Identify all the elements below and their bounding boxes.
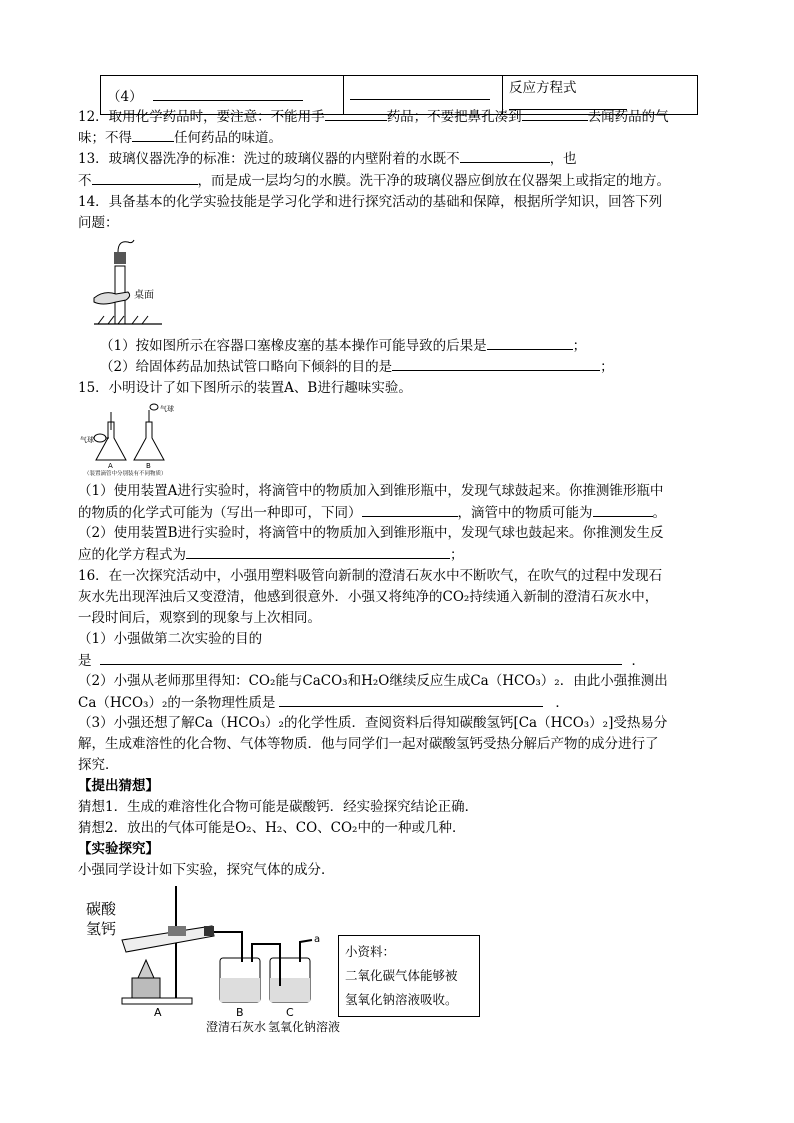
q12-text: 去闻药品的气 xyxy=(587,109,669,125)
hypothesis-1: 猜想1．生成的难溶性化合物可能是碳酸钙．经实验探究结论正确． xyxy=(78,799,479,815)
stand-base xyxy=(122,998,192,1004)
hand-top xyxy=(118,240,134,252)
experiment-heading: 【实验探究】 xyxy=(78,841,159,857)
caption-c: 氢氧化钠溶液 xyxy=(268,1020,341,1034)
info-line: 二氧化碳气体能够被 xyxy=(345,968,458,983)
balloon-label: 气球 xyxy=(160,405,174,413)
q13-text: ，而是成一层均匀的水膜。洗干净的玻璃仪器应倒放在仪器架上或指定的地方。 xyxy=(197,173,670,189)
label-a: A xyxy=(154,1006,162,1019)
label-a: A xyxy=(108,462,113,470)
q16-sub2-l2 xyxy=(78,693,569,713)
q12-text: 味；不得 xyxy=(78,130,132,146)
hypothesis-2: 猜想2．放出的气体可能是O₂、H₂、CO、CO₂中的一种或几种． xyxy=(78,820,466,836)
q14-text: （2）给固体药品加热试管口略向下倾斜的目的是 xyxy=(100,359,393,375)
q16-line1: 16．在一次探究活动中，小强用塑料吸管向新制的澄清石灰水中不断吹气，在吹气的过程中发现石 xyxy=(78,568,663,584)
q16-text: ． xyxy=(631,653,645,669)
q13-text: 13．玻璃仪器洗净的标准：洗过的玻璃仪器的内壁附着的水既不 xyxy=(78,151,460,167)
flask-b xyxy=(134,422,164,460)
q12-line1 xyxy=(78,107,669,127)
answer-blank[interactable] xyxy=(350,86,490,100)
clamp xyxy=(168,926,186,936)
answer-blank[interactable] xyxy=(132,128,174,142)
hatch xyxy=(132,316,138,324)
bottle-b-liquid xyxy=(220,978,260,1002)
table-cell-text: 反应方程式 xyxy=(509,80,577,96)
answer-blank[interactable] xyxy=(487,336,573,350)
apparatus-figure xyxy=(82,882,332,1020)
answer-blank[interactable] xyxy=(279,693,543,707)
q14-text: （1）按如图所示在容器口塞橡皮塞的基本操作可能导致的后果是 xyxy=(100,338,487,354)
caption-b: 澄清石灰水 xyxy=(206,1020,267,1034)
q16-text: 是 xyxy=(78,653,92,669)
substance-label-2: 氢钙 xyxy=(86,920,117,938)
q15-text: ，滴管中的物质可能为 xyxy=(457,505,593,521)
q15-sub1-l2 xyxy=(78,503,666,523)
hypothesis-heading: 【提出猜想】 xyxy=(78,778,159,794)
q14-line2: 问题： xyxy=(78,215,119,231)
q16-sub3-l2: 解，生成难溶性的化合物、气体等物质．他与同学们一起对碳酸氢钙受热分解后产物的成分进行了 xyxy=(78,736,659,752)
hatch xyxy=(108,316,114,324)
figure-caption: （装置滴管中分别装有不同物质） xyxy=(84,471,167,476)
answer-blank[interactable] xyxy=(100,651,622,665)
q15-text: 应的化学方程式为 xyxy=(78,547,186,563)
alcohol-lamp xyxy=(132,978,160,998)
q15-text: ； xyxy=(450,547,464,563)
label-c: C xyxy=(286,1006,294,1019)
label-b: B xyxy=(146,462,151,470)
answer-blank[interactable] xyxy=(92,171,198,185)
info-box xyxy=(338,935,480,1017)
q16-line3: 一段时间后，观察到的现象与上次相同。 xyxy=(78,610,321,626)
q16-sub2-l1: （2）小强从老师那里得知：CO₂能与CaCO₃和H₂O继续反应生成Ca（HCO₃）₂．由此小强推测出 xyxy=(78,673,668,689)
q12-text: 药品；不要把鼻孔凑到 xyxy=(386,109,522,125)
substance-label-1: 碳酸 xyxy=(86,900,117,918)
port-label: a xyxy=(314,934,321,945)
q14-line1: 14．具备基本的化学实验技能是学习化学和进行探究活动的基础和保障，根据所学知识，回答下列 xyxy=(78,194,663,210)
answer-blank[interactable] xyxy=(460,149,550,163)
answer-blank[interactable] xyxy=(593,503,653,517)
balloon-b xyxy=(150,404,158,410)
q15-line1: 15．小明设计了如下图所示的装置A、B进行趣味实验。 xyxy=(78,380,412,396)
hatch xyxy=(142,316,148,324)
q15-text: 的物质的化学式可能为（写出一种即可，下同） xyxy=(78,505,362,521)
hatch xyxy=(118,316,124,324)
label-b: B xyxy=(236,1006,244,1019)
hand-holding xyxy=(94,292,130,304)
q13-line1 xyxy=(78,149,577,169)
balloon-a xyxy=(94,434,106,442)
q16-sub1-l1: （1）小强做第二次实验的目的 xyxy=(78,631,263,647)
balloon-label: 气球 xyxy=(80,436,94,444)
answer-blank[interactable] xyxy=(362,503,458,517)
q14-text: ； xyxy=(572,338,587,354)
q14-text: ； xyxy=(600,359,614,375)
outlet-tube xyxy=(300,940,312,962)
stopper-figure xyxy=(88,236,168,328)
q15-sub2-l1: （2）使用装置B进行实验时，将滴管中的物质加入到锥形瓶中，发现气球也鼓起来。你推测发生反 xyxy=(78,525,664,541)
q15-text: 。 xyxy=(652,505,666,521)
answer-blank[interactable] xyxy=(153,87,303,101)
q14-sub1 xyxy=(100,336,586,356)
q15-sub1-l1: （1）使用装置A进行实验时，将滴管中的物质加入到锥形瓶中，发现气球鼓起来。你推测锥形瓶中 xyxy=(78,483,664,499)
info-line: 氢氧化钠溶液吸收。 xyxy=(345,992,458,1007)
experiment-intro: 小强同学设计如下实验，探究气体的成分． xyxy=(78,862,335,878)
q16-sub3-l3: 探究． xyxy=(78,757,119,773)
q13-line2 xyxy=(78,171,670,191)
q15-sub2-l2 xyxy=(78,545,464,565)
q12-line2 xyxy=(78,128,282,148)
tube-stopper xyxy=(204,926,214,936)
tabletop-label: 桌面 xyxy=(134,290,154,301)
flask-figure xyxy=(80,402,192,476)
q12-text: 任何药品的味道。 xyxy=(174,130,282,146)
answer-blank[interactable] xyxy=(392,357,600,371)
answer-blank[interactable] xyxy=(522,107,588,121)
q14-sub2 xyxy=(100,357,614,377)
q13-text: ，也 xyxy=(549,151,577,167)
table-cell-text: （4） xyxy=(107,89,143,105)
q16-sub1-l2 xyxy=(78,651,645,671)
rubber-stopper xyxy=(114,252,126,264)
q12-text: 12．取用化学药品时，要注意：不能用手 xyxy=(78,109,325,125)
q13-text: 不 xyxy=(78,173,92,189)
q16-text: ． xyxy=(555,695,569,711)
lamp-flame xyxy=(138,960,154,978)
q16-line2: 灰水先出现浑浊后又变澄清，他感到很意外．小强又将纯净的CO₂持续通入新制的澄清石灰水中， xyxy=(78,589,659,605)
answer-blank[interactable] xyxy=(325,107,387,121)
info-title: 小资料： xyxy=(345,944,396,959)
q16-sub3-l1: （3）小强还想了解Ca（HCO₃）₂的化学性质．查阅资料后得知碳酸氢钙[Ca（HCO₃）₂]受热易分 xyxy=(78,715,668,731)
answer-blank[interactable] xyxy=(186,545,450,559)
bottle-c-liquid xyxy=(270,978,310,1002)
hatch xyxy=(98,316,104,324)
q16-text: Ca（HCO₃）₂的一条物理性质是 xyxy=(78,695,276,711)
